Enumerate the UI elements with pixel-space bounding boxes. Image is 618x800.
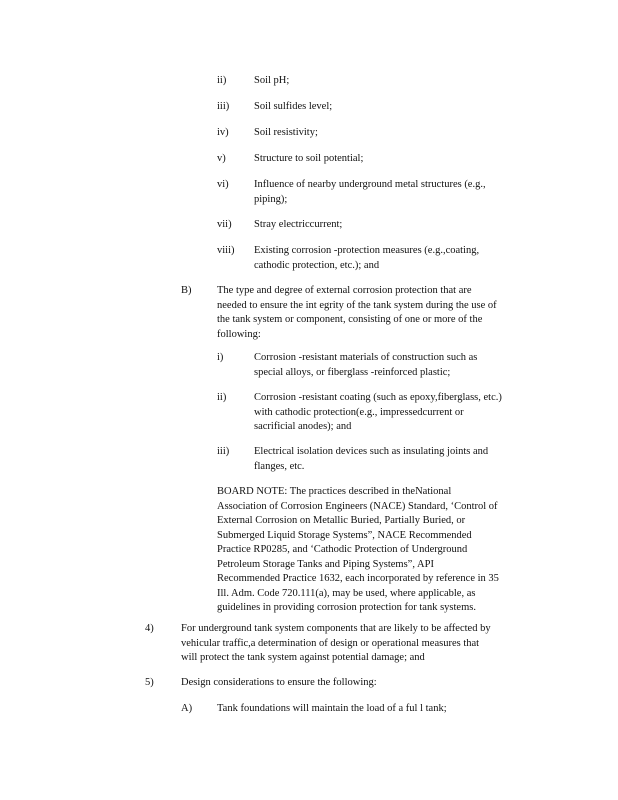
note-line: Ill. Adm. Code 720.111(a), may be used, where applicable, as [217,587,476,599]
item-text: Influence of nearby underground metal structures (e.g., [254,179,486,190]
item-text: with cathodic protection(e.g., impressedcurrent or [254,406,464,418]
item-text: the tank system or component, consisting of one or more of the [217,314,483,325]
item-text: The type and degree of external corrosion protection that are [217,285,472,296]
item-text: special alloys, or fiberglass -reinforced plastic; [254,366,451,378]
item-number: B) [181,285,192,296]
item-number: A) [181,703,193,714]
item-text: Corrosion -resistant coating (such as epoxy,fiberglass, etc.) [254,392,502,403]
note-line: BOARD NOTE: The practices described in theNational [217,486,452,497]
note-line: Practice RP0285, and ‘Cathodic Protection of Underground [217,544,468,555]
item-number: vii) [217,219,232,230]
item-text: Design considerations to ensure the following: [181,677,377,688]
list-item [217,218,547,234]
item-text: flanges, etc. [254,460,305,472]
item-text: Structure to soil potential; [254,153,364,164]
item-text: Electrical isolation devices such as insulating joints and [254,446,489,457]
item-number: viii) [217,245,235,256]
list-item [217,152,547,168]
item-text: piping); [254,193,288,205]
item-number: iii) [217,446,230,457]
list-item [217,351,547,381]
list-item [217,100,547,116]
note-line: Submerged Liquid Storage Systems”, NACE Recommended [217,529,472,541]
item-text: Stray electriccurrent; [254,219,343,230]
item-text: Soil sulfides level; [254,101,333,112]
item-text: Soil pH; [254,75,290,86]
item-number: iii) [217,101,230,112]
item-text: cathodic protection, etc.); and [254,259,380,271]
item-text: For underground tank system components that are likely to be affected by [181,623,491,634]
item-text: vehicular traffic,a determination of design or operational measures that [181,637,480,649]
item-text: following: [217,328,261,340]
item-number: 5) [145,677,154,688]
list-item [217,178,547,208]
list-item-b [181,284,551,344]
list-item [217,445,547,475]
item-text: Corrosion -resistant materials of construction such as [254,352,478,363]
list-item-5a [181,702,551,718]
item-number: ii) [217,392,227,403]
item-number: i) [217,352,224,363]
item-text: Soil resistivity; [254,127,318,138]
note-line: External Corrosion on Metallic Buried, Partially Buried, or [217,515,466,526]
list-item-4 [145,622,555,666]
note-line: Petroleum Storage Tanks and Piping Systems”, API [217,558,434,570]
list-item [217,244,547,274]
note-line: Association of Corrosion Engineers (NACE) Standard, ‘Control of [217,500,498,512]
list-item [217,391,547,435]
item-number: vi) [217,179,229,190]
list-item-5 [145,676,555,692]
item-text: sacrificial anodes); and [254,421,352,432]
item-number: ii) [217,75,227,86]
item-text: Tank foundations will maintain the load of a ful l tank; [217,703,447,714]
note-line: guidelines in providing corrosion protection for tank systems. [217,602,476,613]
item-text: needed to ensure the int egrity of the tank system during the use of [217,299,497,311]
item-number: 4) [145,623,154,634]
item-number: v) [217,153,226,164]
item-text: Existing corrosion -protection measures (e.g.,coating, [254,245,480,256]
list-item [217,74,547,90]
board-note [217,485,557,617]
note-line: Recommended Practice 1632, each incorporated by reference in 35 [217,573,499,584]
item-number: iv) [217,127,229,138]
list-item [217,126,547,142]
item-text: will protect the tank system against potential damage; and [181,652,425,663]
